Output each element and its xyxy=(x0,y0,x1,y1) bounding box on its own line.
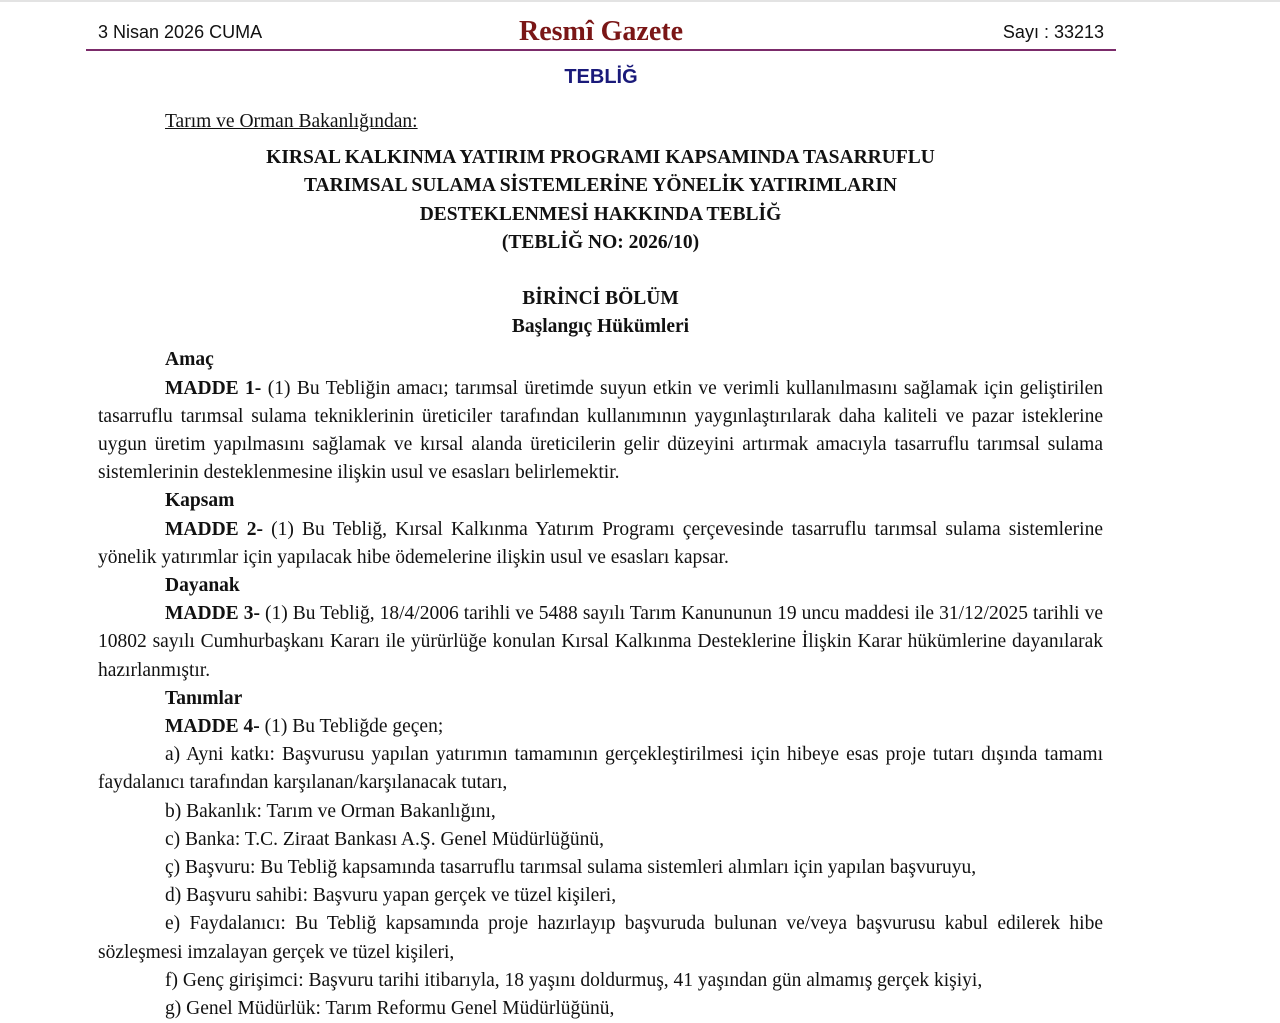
definition-item: b) Bakanlık: Tarım ve Orman Bakanlığını, xyxy=(165,800,496,822)
issue-number: Sayı : 33213 xyxy=(1002,22,1104,42)
article-4-paragraph xyxy=(98,713,1103,741)
definition-item: g) Genel Müdürlük: Tarım Reformu Genel Müdürlüğünü, xyxy=(165,998,615,1020)
article-1-paragraph xyxy=(98,375,1103,488)
article-2-label: MADDE 2- xyxy=(165,518,264,540)
article-4-label: MADDE 4- xyxy=(165,716,260,738)
chapter-title: BİRİNCİ BÖLÜM xyxy=(522,288,679,310)
definition-item: a) Ayni katkı: Başvurusu yapılan yatırımın tamamının gerçekleştirilmesi için hibeye esas proje tutarı dışında tamamı faydalanıcı tarafından karşılanan/karşılanacak tutarı, xyxy=(98,744,1103,794)
spacer xyxy=(98,257,1103,285)
article-2-heading: Kapsam xyxy=(165,490,235,512)
definition-item: ç) Başvuru: Bu Tebliğ kapsamında tasarruflu tarımsal sulama sistemleri alımları için yapılan başvuruyu, xyxy=(165,857,977,879)
definition-item: f) Genç girişimci: Başvuru tarihi itibarıyla, 18 yaşını doldurmuş, 41 yaşından gün almamış gerçek kişiyi, xyxy=(165,969,983,991)
document-title-line-3: DESTEKLENMESİ HAKKINDA TEBLİĞ xyxy=(419,203,782,225)
publication-date: 3 Nisan 2026 CUMA xyxy=(98,22,263,42)
article-2-text: (1) Bu Tebliğ, Kırsal Kalkınma Yatırım Programı çerçevesinde tasarruflu tarımsal sulama sistemlerine yönelik yatırımlar için yapılacak hibe ödemelerine ilişkin usul ve esasları kapsar. xyxy=(98,518,1104,568)
article-3-label: MADDE 3- xyxy=(165,603,260,625)
definition-item: c) Banka: T.C. Ziraat Bankası A.Ş. Genel Müdürlüğünü, xyxy=(165,828,605,850)
section-type-label: TEBLİĞ xyxy=(564,66,638,88)
article-4-text: (1) Bu Tebliğde geçen; xyxy=(259,716,444,738)
definition-item: d) Başvuru sahibi: Başvuru yapan gerçek ve tüzel kişileri, xyxy=(165,885,617,907)
article-4-heading: Tanımlar xyxy=(165,687,243,709)
article-1-text: (1) Bu Tebliğin amacı; tarımsal üretimde suyun etkin ve verimli kullanılmasını sağlamak için geliştirilen tasarruflu tarımsal sulama tekniklerinin üreticiler tarafından kullanımının yaygınlaştırılarak daha kaliteli ve pazar isteklerine uygun üretim yapılmasını sağlamak ve kırsal alanda üreticilerin gelir düzeyini artırmak amacıyla tasarruflu tarımsal sulama sistemlerinin desteklenmesine ilişkin usul ve esasları belirlemektir. xyxy=(98,377,1104,484)
document-title-line-2: TARIMSAL SULAMA SİSTEMLERİNE YÖNELİK YATIRIMLARIN xyxy=(303,175,898,197)
article-1-label: MADDE 1- xyxy=(165,377,262,399)
document-body xyxy=(98,108,1103,1023)
chapter-subtitle: Başlangıç Hükümleri xyxy=(511,316,690,338)
header-divider xyxy=(86,49,1116,51)
article-2-paragraph xyxy=(98,516,1103,572)
definition-item: e) Faydalanıcı: Bu Tebliğ kapsamında proje hazırlayıp başvuruda bulunan ve/veya başvurusu kabul edilerek hibe sözleşmesi imzalayan gerçek ve tüzel kişileri, xyxy=(98,913,1103,963)
article-3-heading: Dayanak xyxy=(165,575,240,597)
article-1-heading: Amaç xyxy=(165,349,214,371)
gazette-title: Resmî Gazete xyxy=(518,16,684,47)
gazette-header xyxy=(86,14,1116,50)
issuing-ministry: Tarım ve Orman Bakanlığından: xyxy=(165,111,418,132)
article-3-paragraph xyxy=(98,600,1103,685)
document-number: (TEBLİĞ NO: 2026/10) xyxy=(501,231,700,253)
page-top-border xyxy=(0,0,1280,2)
article-3-text: (1) Bu Tebliğ, 18/4/2006 tarihli ve 5488 sayılı Tarım Kanununun 19 uncu maddesi ile 31/12/2025 tarihli ve 10802 sayılı Cumhurbaşkanı Kararı ile yürürlüğe konulan Kırsal Kalkınma Desteklerine İlişkin Karar hükümlerine dayanılarak hazırlanmıştır. xyxy=(98,603,1103,681)
document-title-line-1: KIRSAL KALKINMA YATIRIM PROGRAMI KAPSAMINDA TASARRUFLU xyxy=(266,147,935,169)
